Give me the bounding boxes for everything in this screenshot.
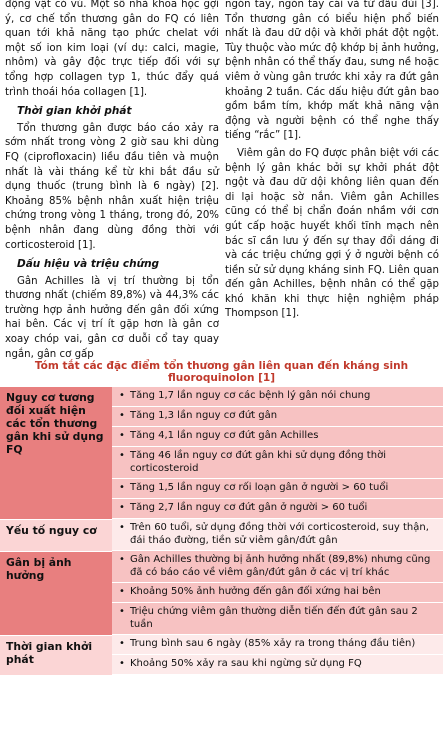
list-item: • Tăng 1,3 lần nguy cơ đứt gân [112,407,443,427]
heading-signs-symptoms: Dấu hiệu và triệu chứng [17,258,160,271]
table-row-risk-factors [0,519,443,551]
paragraph-sites: Gân Achilles là vị trí thường bị tổn thương nhất (chiếm 89,8%) và 44,3% các trường hợp ảnh hưởng đến gân đối xứng hai bên. Các vị trí ít gặp hơn là gân cơ xoay chóp vai, gân cơ duỗi cổ tay quay ngắn, gân cơ gấp [5,275,219,360]
list-item: • Trên 60 tuổi, sử dụng đồng thời với corticosteroid, suy thận, đái tháo đường, tiền sử viêm gân/đứt gân [112,519,443,551]
table-row-affected-tendons [0,551,443,635]
paragraph-mechanism: động vật có vú. Một số nhà khoa học gợi ý, cơ chế tổn thương gân do FQ có liên quan tới khả năng tạo phức chelat với một số ion kim loại (ví dụ: calci, magie, nhôm) và gây độc trực tiếp đối với sự tổng hợp collagen typ 1, thúc đẩy quá trình thoái hóa collagen [1]. [5,0,219,98]
list-item: • Khoảng 50% xảy ra sau khi ngừng sử dụng FQ [112,655,443,675]
list-item: • Trung bình sau 6 ngày (85% xảy ra trong tháng đầu tiên) [112,635,443,655]
list-item: • Tăng 4,1 lần nguy cơ đứt gân Achilles [112,427,443,447]
table-row-relative-risk [0,387,443,519]
summary-table [0,387,443,676]
row-label: Gân bị ảnh hưởng [0,551,112,635]
left-column [5,0,219,365]
row-label: Yếu tố nguy cơ [0,519,112,551]
table-row-onset-time [0,635,443,675]
list-item: • Tăng 1,5 lần nguy cơ rối loạn gân ở người > 60 tuổi [112,479,443,499]
right-column [225,0,439,325]
list-item: • Tăng 2,7 lần nguy cơ đứt gân ở người > 60 tuổi [112,499,443,519]
row-label: Thời gian khởi phát [0,635,112,675]
paragraph-symptoms: ngón tay, ngón tay cái và tứ đầu đùi [3]. Tổn thương gân có biểu hiện phổ biến nhất là đau dữ dội và khởi phát đột ngột. Tùy thuộc vào mức độ khớp bị ảnh hưởng, bệnh nhân có thể thấy đau, sưng nề hoặc viêm ở vùng gân trước khi xảy ra đứt gân khoảng 2 tuần. Các dấu hiệu đứt gân bao gồm bầm tím, khớp mất khả năng vận động và người bệnh có thể nghe thấy tiếng “rắc” [1]. [225,0,439,142]
row-label: Nguy cơ tương đối xuất hiện các tổn thương gân khi sử dụng FQ [0,387,112,519]
list-item: • Tăng 1,7 lần nguy cơ các bệnh lý gân nói chung [112,387,443,407]
list-item: • Gân Achilles thường bị ảnh hưởng nhất (89,8%) nhưng cũng đã có báo cáo về viêm gân/đứt gân ở các vị trí khác [112,551,443,583]
list-item: • Khoảng 50% ảnh hưởng đến gân đối xứng hai bên [112,583,443,603]
table-title: Tóm tắt các đặc điểm tổn thương gân liên quan đến kháng sinh fluoroquinolon [1] [34,360,409,384]
list-item: • Tăng 46 lần nguy cơ đứt gân khi sử dụng đồng thời corticosteroid [112,447,443,479]
paragraph-onset: Tổn thương gân được báo cáo xảy ra sớm nhất trong vòng 2 giờ sau khi dùng FQ (ciprofloxacin) liều đầu tiên và muộn nhất là vài tháng kể từ khi bắt đầu sử dụng thuốc (trung bình là 6 ngày) [2]. Khoảng 85% bệnh nhân xuất hiện triệu chứng trong vòng 1 tháng, trong đó, 20% bệnh nhân đang dùng đồng thời với corticosteroid [1]. [5,122,219,251]
heading-onset-time: Thời gian khởi phát [17,105,132,118]
list-item: • Triệu chứng viêm gân thường diễn tiến đến đứt gân sau 2 tuần [112,603,443,635]
paragraph-diagnosis: Viêm gân do FQ được phân biệt với các bệnh lý gân khác bởi sự khởi phát đột ngột và đau dữ dội không liên quan đến di lại hoặc sờ nắn. Viêm gân Achilles cũng có thể bị chẩn đoán nhầm với cơn gút cấp hoặc huyết khối tĩnh mạch nên bác sĩ cần lưu ý đến sự thay đổi dáng đi và các triệu chứng gợi ý ở người bệnh có tiền sử sử dụng kháng sinh FQ. Liên quan đến gân Achilles, bệnh nhân có thể gặp khó khăn khi thực hiện nghiệm pháp Thompson [1]. [225,147,439,320]
